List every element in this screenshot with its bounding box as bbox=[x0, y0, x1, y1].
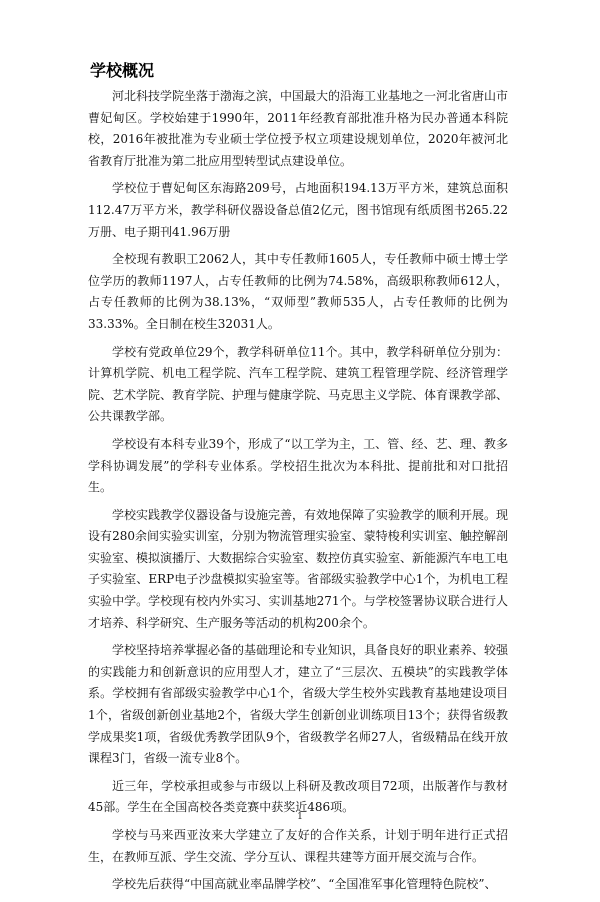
page-number: 1 bbox=[297, 812, 303, 822]
document-body bbox=[88, 86, 508, 902]
paragraph-overview: 河北科技学院坐落于渤海之滨，中国最大的沿海工业基地之一河北省唐山市曹妃甸区。学校始建于1990年，2011年经教育部批准升格为民办普通本科院校，2016年被批准为专业硕士学位授予权立项建设规划单位，2020年被河北省教育厅批准为第二批应用型转型试点建设单位。 bbox=[88, 89, 509, 168]
page-title: 学校概况 bbox=[90, 61, 155, 80]
paragraph-staff: 全校现有教职工2062人，其中专任教师1605人，专任教师中硕士博士学位学历的教师1197人，占专任教师的比例为74.58%，高级职称教师612人，占专任教师的比例为38.13%，“双师型”教师535人，占专任教师的比例为33.33%。全日制在校生32031人。 bbox=[88, 252, 508, 331]
paragraph-research: 近三年，学校承担或参与市级以上科研及教改项目72项，出版著作与教材45部。学生在全国高校各类竞赛中获奖近486项。 bbox=[88, 778, 508, 815]
paragraph-labs: 学校实践教学仪器设备与设施完善，有效地保障了实验教学的顺利开展。现设有280余间实验实训室，分别为物流管理实验室、蒙特梭利实训室、触控解剖实验室、模拟演播厅、大数据综合实验室、数控仿真实验室、新能源汽车电工电子实验室、ERP电子沙盘模拟实验室等。省部级实验教学中心1个，为机电工程实验中学。学校现有校内外实习、实训基地271个。与学校签署协议联合进行人才培养、科学研究、生产服务等活动的机构200余个。 bbox=[88, 507, 509, 630]
paragraph-cooperation: 学校与马来西亚汝来大学建立了友好的合作关系，计划于明年进行正式招生，在教师互派、学生交流、学分互认、课程共建等方面开展交流与合作。 bbox=[88, 828, 508, 864]
paragraph-practice-teaching: 学校坚持培养掌握必备的基础理论和专业知识，具备良好的职业素养、较强的实践能力和创新意识的应用型人才，建立了“三层次、五模块”的实践教学体系。学校拥有省部级实验教学中心1个，省级大学生校外实践教育基地建设项目1个，省级创新创业基地2个，省级大学生创新创业训练项目13个；获得省级教学成果奖1项，省级优秀教学团队9个，省级教学名师27人，省级精品在线开放课程3门，省级一流专业8个。 bbox=[88, 643, 509, 766]
paragraph-departments: 学校有党政单位29个，教学科研单位11个。其中，教学科研单位分别为：计算机学院、机电工程学院、汽车工程学院、建筑工程管理学院、经济管理学院、艺术学院、教育学院、护理与健康学院、马克思主义学院、体育课教学部、公共课教学部。 bbox=[88, 344, 509, 424]
paragraph-campus: 学校位于曹妃甸区东海路209号，占地面积194.13万平方米，建筑总面积112.47万平方米，教学科研仪器设备总值2亿元，图书馆现有纸质图书265.22万册、电子期刊41.96万册 bbox=[88, 181, 508, 239]
paragraph-honors: 学校先后获得“中国高就业率品牌学校”、“全国准军事化管理特色院校”、 bbox=[112, 877, 497, 892]
paragraph-majors: 学校设有本科专业39个，形成了“以工学为主，工、管、经、艺、理、教多学科协调发展”的学科专业体系。学校招生批次为本科批、提前批和对口批招生。 bbox=[88, 436, 508, 495]
